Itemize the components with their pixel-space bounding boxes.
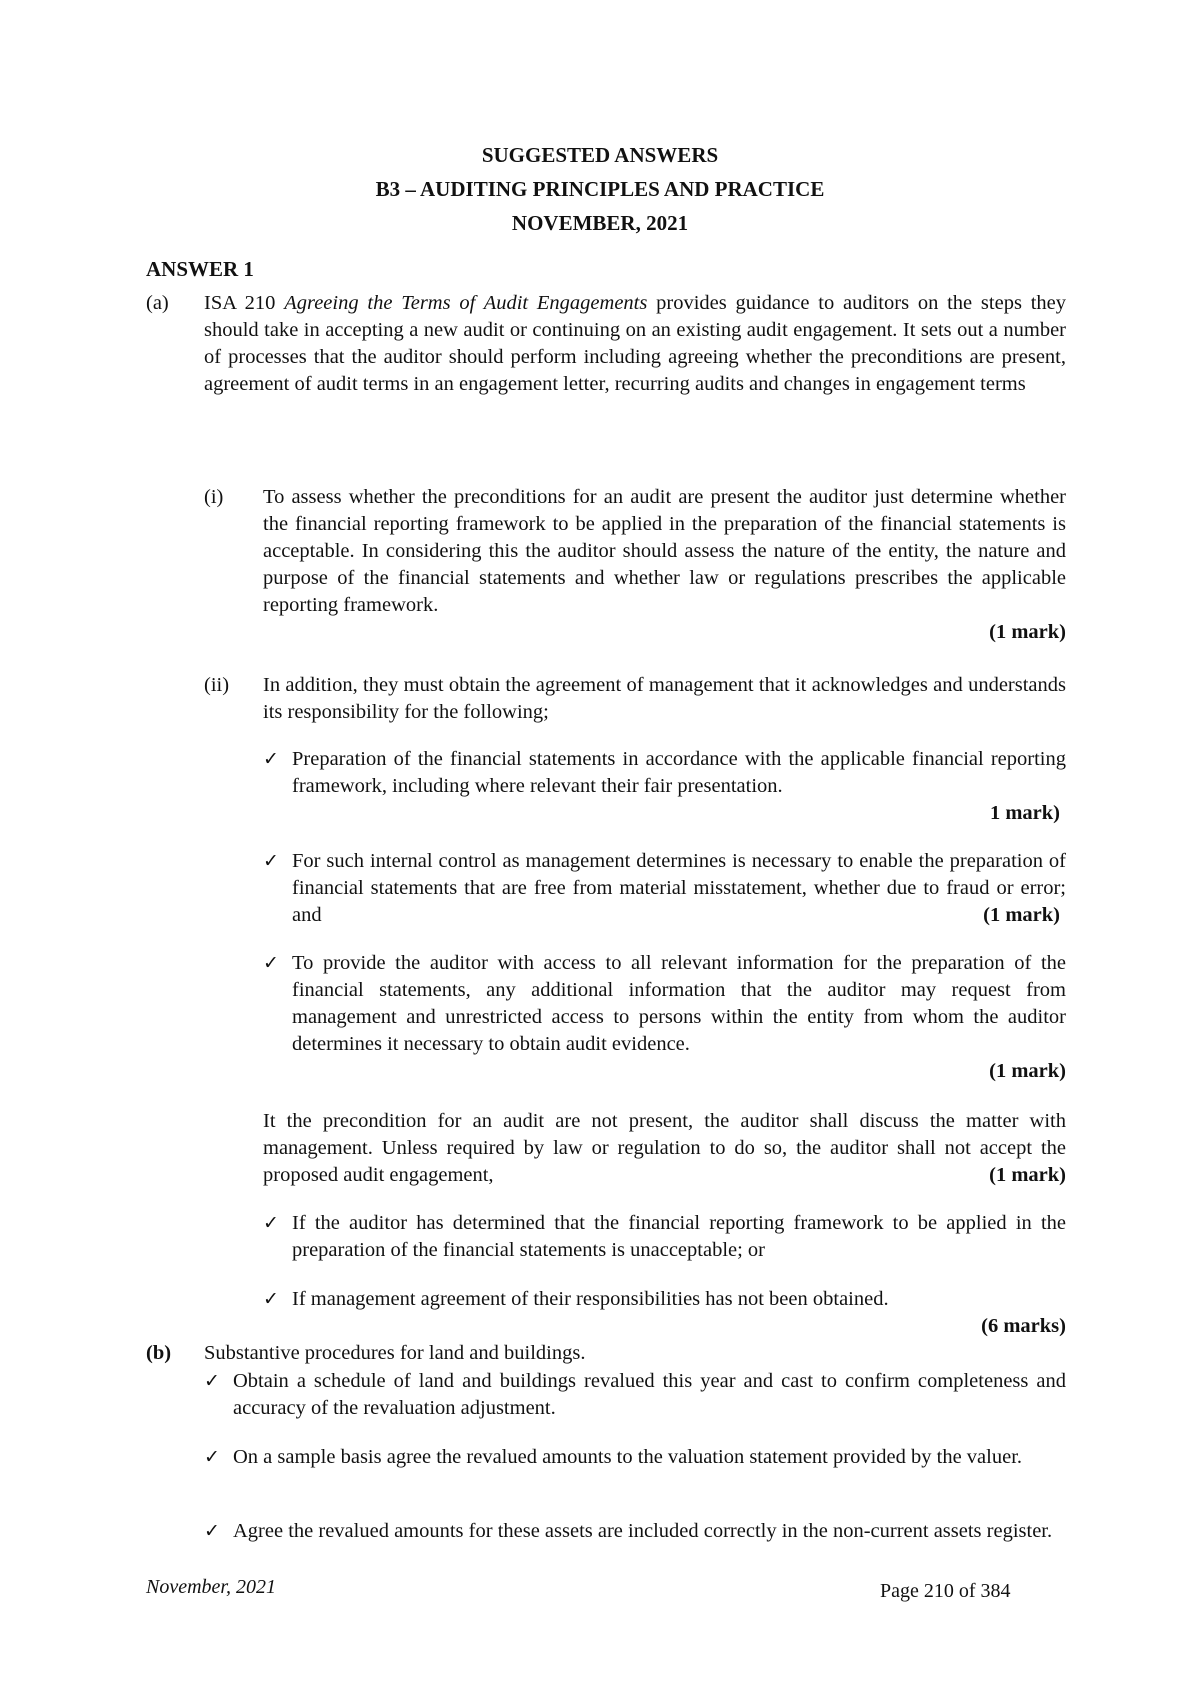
header-date: NOVEMBER, 2021: [511, 211, 689, 235]
item-ii-text: In addition, they must obtain the agreement of management that it acknowledges and understands its responsibility for the following;: [263, 674, 1066, 723]
precondition-bullet-2: If management agreement of their responsibilities has not been obtained.: [292, 1288, 889, 1310]
checkmark-icon: ✓: [204, 1446, 220, 1468]
precondition-paragraph-mark: (1 mark): [989, 1164, 1066, 1186]
item-ii-bullet-3-mark: (1 mark): [989, 1060, 1066, 1082]
footer-date: November, 2021: [146, 1576, 276, 1598]
part-a-label: (a): [146, 292, 169, 314]
part-b-bullet-2: On a sample basis agree the revalued amounts to the valuation statement provided by the valuer.: [233, 1446, 1023, 1468]
part-b-bullet-1: Obtain a schedule of land and buildings revalued this year and cast to confirm completeness and accuracy of the revaluation adjustment.: [233, 1370, 1066, 1419]
part-a-total-mark: (6 marks): [981, 1315, 1066, 1337]
answer-heading: ANSWER 1: [146, 257, 254, 281]
item-ii-bullet-2: For such internal control as management determines is necessary to enable the preparation of financial statements that are free from material misstatement, whether due to fraud or error; and: [292, 850, 1066, 926]
precondition-bullet-1: If the auditor has determined that the financial reporting framework to be applied in the preparation of the financial statements is unacceptable; or: [292, 1212, 1066, 1261]
checkmark-icon: ✓: [263, 748, 279, 770]
item-ii-label: (ii): [204, 674, 230, 696]
part-b-intro: Substantive procedures for land and buildings.: [204, 1342, 586, 1364]
part-a-intro: [204, 290, 1066, 398]
item-ii-bullet-1: Preparation of the financial statements in accordance with the applicable financial reporting framework, including where relevant their fair presentation.: [292, 748, 1066, 797]
checkmark-icon: ✓: [263, 1212, 279, 1234]
checkmark-icon: ✓: [263, 1288, 279, 1310]
precondition-paragraph: It the precondition for an audit are not present, the auditor shall discuss the matter with management. Unless required by law or regulation to do so, the auditor shall not accept the proposed audit engagement,: [263, 1110, 1066, 1186]
item-ii-bullet-2-mark: (1 mark): [983, 904, 1060, 926]
item-i-mark: (1 mark): [989, 621, 1066, 643]
item-ii-bullet-1-mark: 1 mark): [989, 802, 1060, 824]
checkmark-icon: ✓: [204, 1370, 220, 1392]
part-a-intro-prefix: ISA 210: [204, 292, 285, 314]
checkmark-icon: ✓: [263, 952, 279, 974]
part-a-intro-italic: Agreeing the Terms of Audit Engagements: [284, 292, 648, 314]
part-a-intro-rest: provides guidance to auditors on the steps they should take in accepting a new audit or continuing on an existing audit engagement. It sets out a number of processes that the auditor should perform including agreeing whether the preconditions are present, agreement of audit terms in an engagement letter, recurring audits and changes in engagement terms: [204, 292, 1067, 395]
checkmark-icon: ✓: [204, 1520, 220, 1542]
footer-page-number: Page 210 of 384: [880, 1580, 1011, 1602]
checkmark-icon: ✓: [263, 850, 279, 872]
part-b-label: (b): [146, 1342, 172, 1364]
item-ii-bullet-3: To provide the auditor with access to all relevant information for the preparation of the financial statements, any additional information that the auditor may request from management and unrestricted access to persons within the entity from whom the auditor determines it necessary to obtain audit evidence.: [292, 952, 1066, 1055]
item-i-text: To assess whether the preconditions for an audit are present the auditor just determine whether the financial reporting framework to be applied in the preparation of the financial statements is acceptable. In considering this the auditor should assess the nature of the entity, the nature and purpose of the financial statements and whether law or regulations prescribes the applicable reporting framework.: [263, 486, 1066, 616]
item-i-label: (i): [204, 486, 224, 508]
header-title: SUGGESTED ANSWERS: [481, 143, 719, 167]
part-b-bullet-3: Agree the revalued amounts for these assets are included correctly in the non-current assets register.: [233, 1520, 1053, 1542]
header-subject: B3 – AUDITING PRINCIPLES AND PRACTICE: [375, 177, 825, 201]
document-header: [0, 138, 1200, 240]
